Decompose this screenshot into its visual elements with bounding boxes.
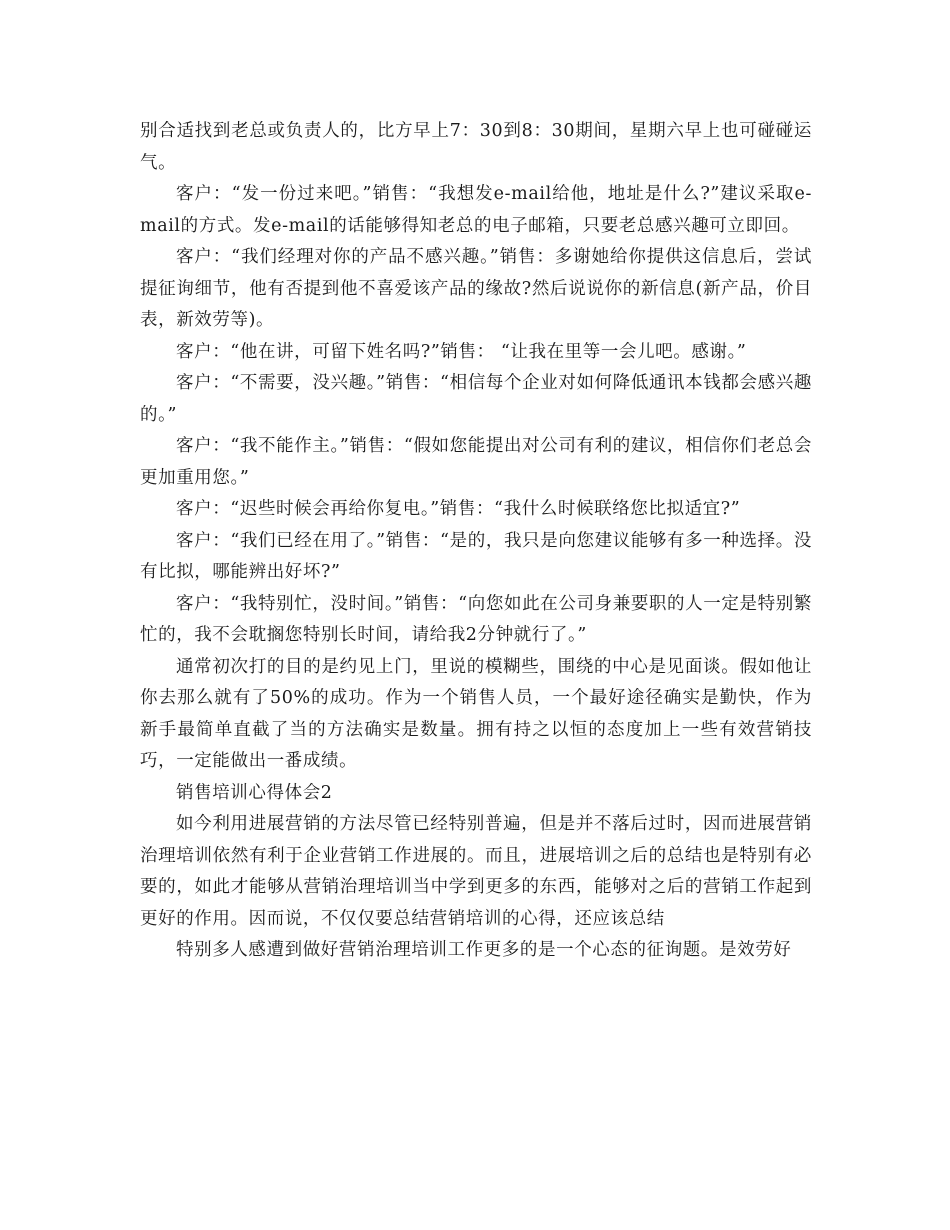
paragraph-2: 客户：“发一份过来吧。”销售：“我想发e-mail给他，地址是什么?”建议采取e-mail的方式。发e-mail的话能够得知老总的电子邮箱，只要老总感兴趣可立即回。 [140, 184, 812, 236]
paragraph-10: 通常初次打的目的是约见上门，里说的模糊些，围绕的中心是见面谈。假如他让你去那么就有了50%的成功。作为一个销售人员，一个最好途径确实是勤快，作为新手最简单直截了当的方法确实是数量。拥有持之以恒的态度加上一些有效营销技巧，一定能做出一番成绩。 [140, 656, 812, 771]
paragraph-11: 如今利用进展营销的方法尽管已经特别普遍，但是并不落后过时，因而进展营销治理培训依然有利于企业营销工作进展的。而且，进展培训之后的总结也是特别有必要的，如此才能够从营销治理培训当中学到更多的东西，能够对之后的营销工作起到更好的作用。因而说，不仅仅要总结营销培训的心得，还应该总结 [140, 814, 812, 929]
paragraph-8: 客户：“我们已经在用了。”销售：“是的，我只是向您建议能够有多一种选择。没有比拟，哪能辨出好坏?” [140, 530, 812, 582]
paragraph-9: 客户：“我特别忙，没时间。”销售：“向您如此在公司身兼要职的人一定是特别繁忙的，我不会耽搁您特别长时间，请给我2分钟就行了。” [140, 593, 812, 645]
paragraph-12: 特别多人感遭到做好营销治理培训工作更多的是一个心态的征询题。是效劳好 [176, 940, 792, 960]
paragraph-7: 客户：“迟些时候会再给你复电。”销售：“我什么时候联络您比拟适宜?” [176, 499, 741, 519]
paragraph-3: 客户：“我们经理对你的产品不感兴趣。”销售：多谢她给你提供这信息后，尝试提征询细节，他有否提到他不喜爱该产品的缘故?然后说说你的新信息(新产品，价目表，新效劳等)。 [140, 247, 812, 330]
paragraph-6: 客户：“我不能作主。”销售：“假如您能提出对公司有利的建议，相信你们老总会更加重用您。” [140, 436, 812, 488]
paragraph-5: 客户：“不需要，没兴趣。”销售：“相信每个企业对如何降低通讯本钱都会感兴趣的。” [140, 373, 812, 425]
paragraph-4: 客户：“他在讲，可留下姓名吗?”销售： “让我在里等一会儿吧。感谢。” [176, 341, 747, 362]
paragraph-1: 别合适找到老总或负责人的，比方早上7：30到8：30期间，星期六早上也可碰碰运气。 [140, 121, 812, 173]
document-body [140, 116, 812, 967]
section-heading: 销售培训心得体会2 [176, 782, 333, 803]
